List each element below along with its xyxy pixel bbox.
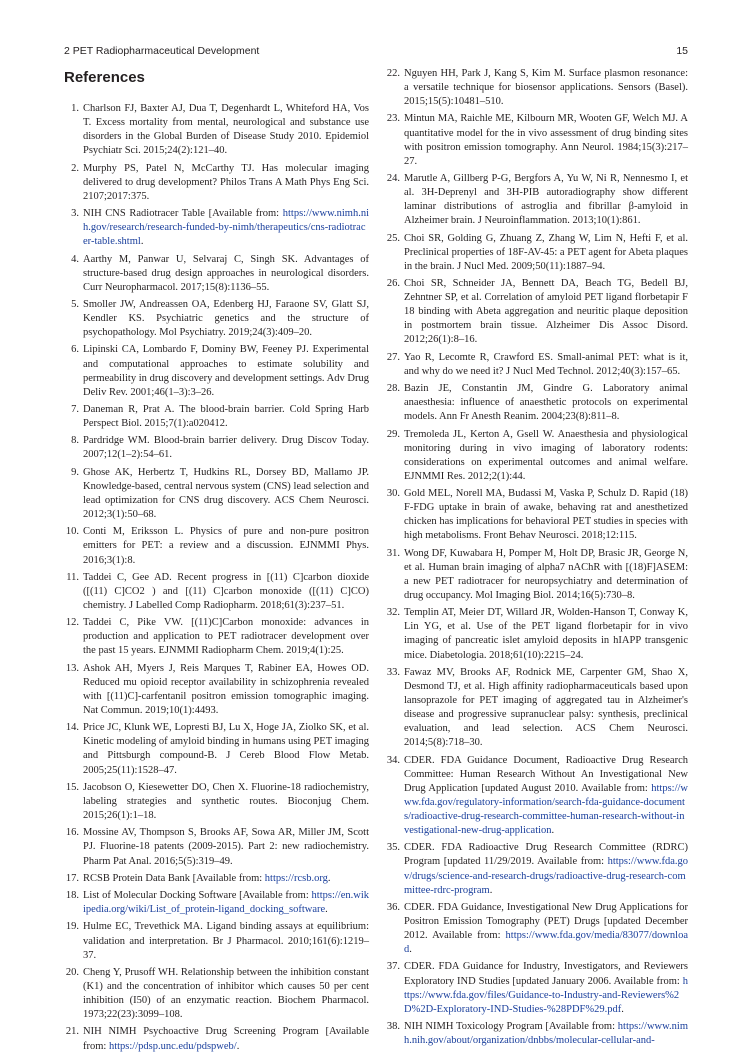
reference-item (384, 1020, 688, 1048)
reference-number: 35. (386, 842, 400, 854)
reference-text: Conti M, Eriksson L. Physics of pure and non-pure positron emitters for PET: a review and a discussion. EJNMMI Phys. 2016;3(1):8. (83, 526, 369, 566)
reference-number: 7. (71, 404, 79, 415)
reference-item (64, 466, 369, 522)
reference-number: 2. (71, 162, 79, 174)
reference-text: Murphy PS, Patel N, McCarthy TJ. Has molecular imaging delivered to drug development? Philos Trans A Math Phys Eng Sci. 2107;2017:375. (83, 162, 369, 202)
reference-item (384, 606, 688, 662)
reference-number: 19. (65, 921, 79, 933)
reference-text-end: . (551, 825, 555, 837)
reference-number: 31. (386, 547, 400, 559)
reference-text: Taddei C, Gee AD. Recent progress in [(11) C]carbon dioxide ([(11) C]CO2 ) and [(11) C]carbon monoxide ([(11) C]CO) chemistry. J Labelled Comp Radiopharm. 2018;61(3):237–51. (83, 571, 369, 611)
reference-item (384, 428, 688, 484)
reference-number: 16. (65, 827, 79, 839)
reference-text-end: . (140, 236, 144, 248)
references-column-left (64, 102, 369, 1057)
reference-item (64, 1025, 369, 1053)
reference-item (384, 547, 688, 603)
reference-number: 18. (65, 890, 79, 902)
reference-item (64, 343, 369, 399)
reference-text: Price JC, Klunk WE, Lopresti BJ, Lu X, Hoge JA, Ziolko SK, et al. Kinetic modeling of amyloid binding in humans using PET imaging and Pittsburgh compound-B. J Cereb Blood Flow Metab. 2005;25(11):1528–47. (83, 722, 369, 776)
reference-number: 10. (65, 526, 79, 538)
reference-link[interactable]: https://en.wikipedia.org/wiki/List_of_protein-ligand_docking_software (83, 890, 369, 916)
reference-text: Bazin JE, Constantin JM, Gindre G. Laboratory animal anaesthesia: influence of anaesthetic protocols on experimental models. Ann Fr Anesth Reanim. 2004;23(8):811–8. (404, 383, 688, 423)
reference-number: 9. (71, 466, 79, 478)
reference-text: Marutle A, Gillberg P-G, Bergfors A, Yu W, Ni R, Nennesmo I, et al. 3H-Deprenyl and 3H-PIB autoradiography show different laminar distributions of astroglia and fibrillar β-amyloid in Alzheimer brain. J Neuroinflammation. 2013;10(1):861. (404, 173, 688, 227)
reference-text: NIH NIMH Psychoactive Drug Screening Program [Available from: (83, 1026, 369, 1052)
reference-text: RCSB Protein Data Bank [Available from: (83, 872, 265, 884)
reference-text: Templin AT, Meier DT, Willard JR, Wolden-Hanson T, Conway K, Lin YG, et al. Use of the PET ligand florbetapir for in vivo imaging of pancreatic islet amyloid deposits in hIAPP transgenic mice. Diabetologia. 2018;61(10):2215–24. (404, 607, 688, 661)
reference-number: 8. (71, 435, 79, 447)
reference-text-end: . (409, 944, 412, 956)
reference-number: 25. (386, 232, 400, 244)
reference-item (384, 666, 688, 751)
reference-number: 30. (386, 488, 400, 500)
reference-item (64, 616, 369, 658)
references-column-right (384, 67, 688, 1051)
reference-number: 6. (71, 344, 79, 356)
reference-link[interactable]: https://www.fda.gov/files/Guidance-to-Industry-and-Reviewers%2D%2D-Exploratory-IND-Studies-%28PDF%29.pdf (404, 975, 688, 1015)
reference-number: 32. (386, 607, 400, 619)
reference-text: NIH CNS Radiotracer Table [Available from: (83, 208, 283, 220)
reference-text: CDER. FDA Guidance for Industry, Investigators, and Reviewers Exploratory IND Studies [updated January 2006. Available from: (404, 961, 688, 987)
reference-number: 37. (386, 961, 400, 973)
reference-item (64, 889, 369, 917)
reference-text-end: . (621, 1003, 624, 1015)
reference-text: Yao R, Lecomte R, Crawford ES. Small-animal PET: what is it, and why do we need it? J Nucl Med Technol. 2012;40(3):157–65. (404, 351, 688, 377)
reference-link[interactable]: https://www.fda.gov/drugs/science-and-research-drugs/radioactive-drug-research-committee-rdrc-program (404, 856, 688, 896)
reference-text: Jacobson O, Kiesewetter DO, Chen X. Fluorine-18 radiochemistry, labeling strategies and synthetic routes. Bioconjug Chem. 2015;26(1):1–18. (83, 781, 369, 822)
reference-item (64, 162, 369, 204)
reference-text: List of Molecular Docking Software [Available from: (83, 890, 312, 902)
reference-item (64, 525, 369, 567)
reference-text: CDER. FDA Guidance, Investigational New Drug Applications for Positron Emission Tomography (PET) Drugs [updated December 2012. Available from: (404, 901, 688, 942)
reference-item (384, 232, 688, 274)
reference-item (384, 960, 688, 1016)
reference-text: Choi SR, Schneider JA, Bennett DA, Beach TG, Bedell BJ, Zehntner SP, et al. Correlation of amyloid PET ligand florbetapir F 18 binding with Abeta aggregation and neuritic plaque deposition in postmortem brain tissue. Alzheimer Dis Assoc Disord. 2012;26(1):8–16. (404, 278, 688, 346)
reference-text: Pardridge WM. Blood-brain barrier delivery. Drug Discov Today. 2007;12(1–2):54–61. (83, 435, 369, 461)
running-header (64, 45, 688, 61)
reference-item (384, 901, 688, 957)
reference-item (384, 754, 688, 839)
reference-item (64, 102, 369, 158)
reference-text: CDER. FDA Radioactive Drug Research Committee (RDRC) Program [updated 11/29/2019. Available from: (404, 842, 688, 868)
reference-item (64, 434, 369, 462)
reference-number: 36. (386, 901, 400, 913)
reference-item (384, 382, 688, 424)
reference-number: 34. (386, 754, 400, 766)
reference-text: Nguyen HH, Park J, Kang S, Kim M. Surface plasmon resonance: a versatile technique for biosensor applications. Sensors (Basel). 2015;15(5):10481–510. (404, 68, 688, 108)
reference-text: Mintun MA, Raichle ME, Kilbourn MR, Wooten GF, Welch MJ. A quantitative model for the in vivo assessment of drug binding sites with positron emission tomography. Ann Neurol. 1984;15(3):217–27. (404, 113, 688, 167)
reference-text: Taddei C, Pike VW. [(11)C]Carbon monoxide: advances in production and application to PET radiotracer development over the past 15 years. EJNMMI Radiopharm Chem. 2019;4(1):25. (83, 617, 369, 657)
reference-text: Choi SR, Golding G, Zhuang Z, Zhang W, Lim N, Hefti F, et al. Preclinical properties of 18F-AV-45: a PET agent for Abeta plaques in the brain. J Nucl Med. 2009;50(11):1887–94. (404, 232, 688, 272)
reference-item (384, 67, 688, 109)
reference-item (64, 826, 369, 868)
reference-link[interactable]: https://www.fda.gov/media/83077/download (404, 930, 688, 956)
reference-text: Smoller JW, Andreassen OA, Edenberg HJ, Faraone SV, Glatt SJ, Kendler KS. Psychiatric genetics and the structure of psychopathology. Mol Psychiatry. 2019;24(3):409–20. (83, 298, 369, 339)
reference-link[interactable]: https://www.nimh.nih.gov/research/research-funded-by-nimh/therapeutics/cns-radiotracer-table.shtml (83, 208, 369, 248)
reference-number: 14. (65, 722, 79, 734)
reference-item (384, 277, 688, 347)
chapter-title: 2 PET Radiopharmaceutical Development (64, 45, 260, 57)
reference-text: Hulme EC, Trevethick MA. Ligand binding assays at equilibrium: validation and interpretation. Br J Pharmacol. 2010;161(6):1219–37. (83, 921, 369, 961)
reference-text-end: . (489, 884, 493, 896)
reference-text: Cheng Y, Prusoff WH. Relationship between the inhibition constant (K1) and the concentration of inhibitor which causes 50 per cent inhibition (I50) of an enzymatic reaction. Biochem Pharmacol. 1973;22(23):3099–108. (83, 966, 369, 1021)
reference-item (64, 571, 369, 613)
reference-text: NIH NIMH Toxicology Program [Available from: (404, 1021, 618, 1032)
reference-text: Tremoleda JL, Kerton A, Gsell W. Anaesthesia and physiological monitoring during in vivo imaging of laboratory rodents: considerations on experimental outcomes and animal welfare. EJNMMI Res. 2012;2(1):44. (404, 428, 688, 482)
reference-number: 33. (386, 666, 400, 678)
reference-item (64, 920, 369, 962)
reference-text: Daneman R, Prat A. The blood-brain barrier. Cold Spring Harb Perspect Biol. 2015;7(1):a020412. (83, 404, 369, 430)
reference-number: 21. (65, 1026, 79, 1038)
reference-link[interactable]: https://rcsb.org (264, 872, 328, 884)
reference-item (384, 351, 688, 379)
references-heading: References (64, 69, 145, 86)
reference-link[interactable]: https://www.nimh.nih.gov/about/organization/dnbbs/molecular-cellular-and- (404, 1021, 688, 1047)
reference-text: Aarthy M, Panwar U, Selvaraj C, Singh SK. Advantages of structure-based drug design approaches in neurological disorders. Curr Neuropharmacol. 2017;15(8):1136–55. (83, 253, 369, 293)
reference-number: 24. (386, 173, 400, 185)
reference-text: Ashok AH, Myers J, Reis Marques T, Rabiner EA, Howes OD. Reduced mu opioid receptor availability in schizophrenia revealed with [(11)C]-carfentanil positron emission tomographic imaging. Nat Commun. 2019;10(1):4493. (83, 662, 369, 716)
reference-number: 1. (71, 103, 79, 114)
reference-link[interactable]: https://www.fda.gov/regulatory-information/search-fda-guidance-documents/radioactive-drug-research-committee-human-research-without-investigational-new-drug-application (404, 782, 688, 837)
reference-item (384, 841, 688, 897)
reference-number: 22. (386, 68, 400, 79)
reference-item (64, 298, 369, 340)
reference-number: 20. (65, 966, 79, 978)
page-number: 15 (676, 45, 688, 57)
reference-item (384, 172, 688, 228)
reference-text: Wong DF, Kuwabara H, Pomper M, Holt DP, Brasic JR, George N, et al. Human brain imaging of alpha7 nAChR with [(18)F]ASEM: a new PET radiotracer for neuropsychiatry and determination of drug occupancy. Mol Imaging Biol. 2014;16(5):730–8. (404, 547, 688, 601)
reference-number: 11. (66, 571, 79, 583)
reference-text: Ghose AK, Herbertz T, Hudkins RL, Dorsey BD, Mallamo JP. Knowledge-based, central nervous system (CNS) lead selection and lead optimization for CNS drug discovery. ACS Chem Neurosci. 2012;3(1):50–68. (83, 466, 369, 521)
reference-number: 15. (65, 781, 79, 793)
reference-item (64, 207, 369, 249)
reference-number: 17. (65, 872, 79, 884)
reference-text-end: . (236, 1040, 240, 1052)
reference-text: CDER. FDA Guidance Document, Radioactive Drug Research Committee: Human Research Without An Investigational New Drug Application [updated August 2010. Available from: (404, 754, 688, 794)
reference-text: Lipinski CA, Lombardo F, Dominy BW, Feeney PJ. Experimental and computational approaches to estimate solubility and permeability in drug discovery and development settings. Adv Drug Deliv Rev. 2001;46(1–3):3–26. (83, 344, 369, 398)
reference-item (64, 403, 369, 431)
reference-number: 12. (65, 617, 79, 629)
reference-item (64, 253, 369, 295)
reference-number: 28. (386, 383, 400, 395)
reference-number: 23. (386, 113, 400, 125)
reference-item (64, 781, 369, 823)
reference-link[interactable]: https://pdsp.unc.edu/pdspweb/ (108, 1040, 237, 1052)
reference-item (64, 966, 369, 1022)
reference-text: Fawaz MV, Brooks AF, Rodnick ME, Carpenter GM, Shao X, Desmond TJ, et al. High affinity radiopharmaceuticals based upon lansoprazole for PET imaging of aggregated tau in Alzheimer's disease and progressive supranuclear palsy: synthesis, preclinical evaluation, and lead selection. ACS Chem Neurosci. 2014;5(8):718–30. (404, 666, 688, 749)
reference-text: Gold MEL, Norell MA, Budassi M, Vaska P, Schulz D. Rapid (18) F-FDG uptake in brain of awake, behaving rat and anesthetized chicken has implications for behavioral PET studies in species with high metabolisms. Front Behav Neurosci. 2018;12:115. (404, 488, 688, 542)
reference-item (64, 872, 369, 886)
reference-number: 29. (386, 428, 400, 440)
reference-number: 3. (71, 208, 79, 220)
reference-number: 5. (71, 298, 79, 310)
reference-item (64, 721, 369, 777)
reference-number: 26. (386, 278, 400, 290)
reference-item (384, 487, 688, 543)
reference-number: 13. (65, 662, 79, 674)
reference-item (384, 112, 688, 168)
reference-text-end: . (325, 904, 328, 916)
reference-number: 27. (386, 351, 400, 363)
reference-text: Charlson FJ, Baxter AJ, Dua T, Degenhardt L, Whiteford HA, Vos T. Excess mortality from mental, neurological and substance use disorders in the Global Burden of Disease Study 2010. Epidemiol Psychiatr Sci. 2015;24(2):121–40. (83, 103, 369, 157)
reference-text-end: . (327, 872, 331, 884)
reference-number: 38. (386, 1021, 400, 1032)
reference-text: Mossine AV, Thompson S, Brooks AF, Sowa AR, Miller JM, Scott PJ. Fluorine-18 patents (2009-2015). Part 2: new radiochemistry. Pharm Pat Anal. 2016;5(5):319–49. (83, 827, 369, 867)
reference-number: 4. (71, 253, 79, 265)
reference-item (64, 662, 369, 718)
